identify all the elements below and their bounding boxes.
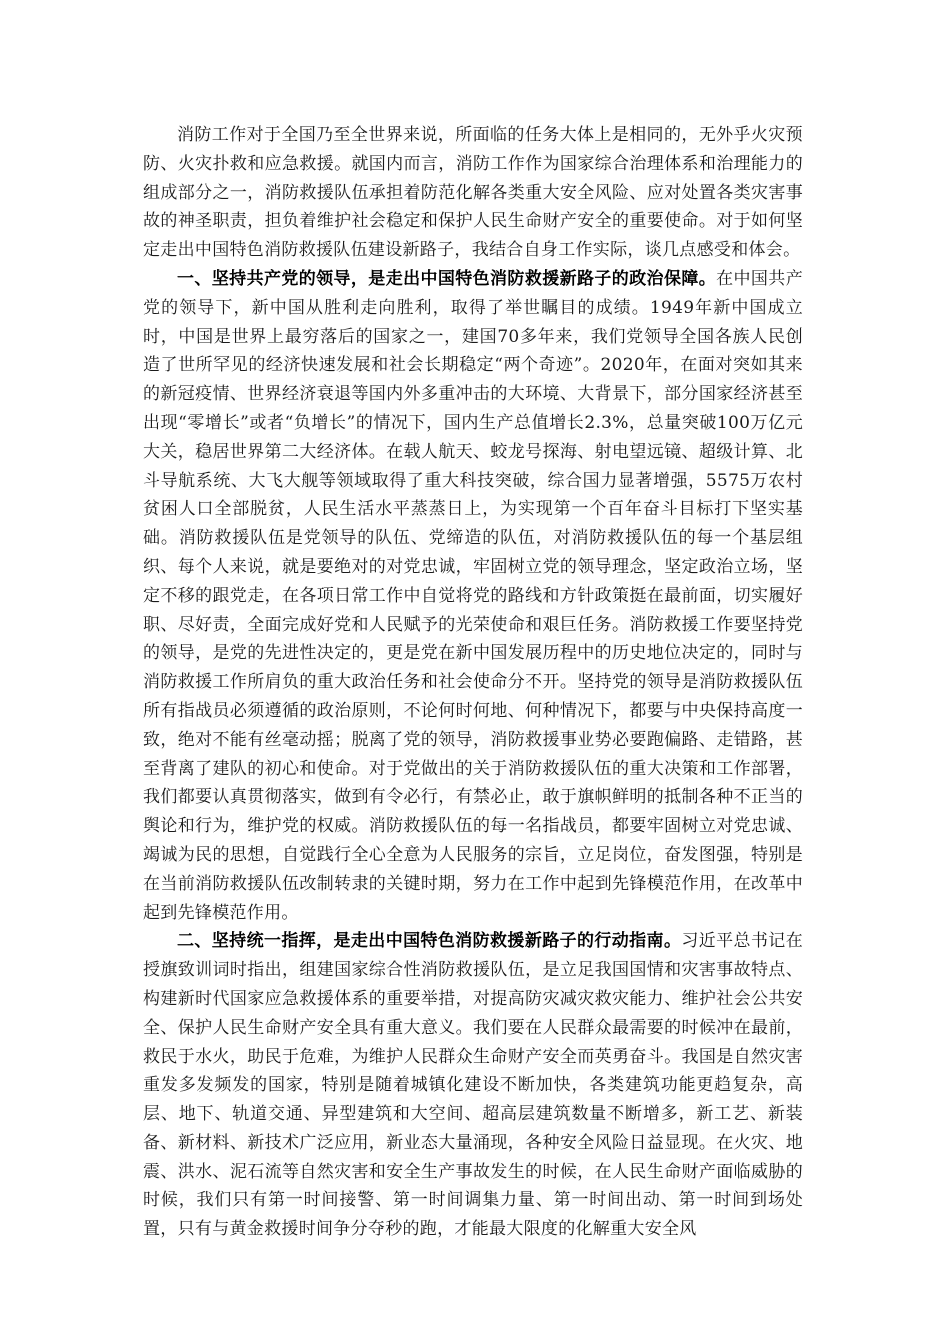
section-two-paragraph	[143, 927, 803, 1244]
section-one-heading: 一、坚持共产党的领导，是走出中国特色消防救援新路子的政治保障。	[177, 268, 717, 289]
section-two-heading: 二、坚持统一指挥，是走出中国特色消防救援新路子的行动指南。	[177, 931, 682, 952]
intro-paragraph	[143, 121, 803, 265]
section-one-paragraph	[143, 265, 803, 927]
section-one-text: 在中国共产党的领导下，新中国从胜利走向胜利，取得了举世瞩目的成绩。1949年新中国成立时，中国是世界上最穷落后的国家之一，建国70多年来，我们党领导全国各族人民创造了世所罕见的经济快速发展和社会长期稳定“两个奇迹”。2020年，在面对突如其来的新冠疫情、世界经济衰退等国内外多重冲击的大环境、大背景下，部分国家经济甚至出现“零增长”或者“负增长”的情况下，国内生产总值增长2.3%，总量突破100万亿元大关，稳居世界第二大经济体。在载人航天、蛟龙号探海、射电望远镜、超级计算、北斗导航系统、大飞大舰等领域取得了重大科技突破，综合国力显著增强，5575万农村贫困人口全部脱贫，人民生活水平蒸蒸日上，为实现第一个百年奋斗目标打下坚实基础。消防救援队伍是党领导的队伍、党缔造的队伍，对消防救援队伍的每一个基层组织、每个人来说，就是要绝对的对党忠诚，牢固树立党的领导理念，坚定政治立场，坚定不移的跟党走，在各项日常工作中自觉将党的路线和方针政策挺在最前面，切实履好职、尽好责，全面完成好党和人民赋予的光荣使命和艰巨任务。消防救援工作要坚持党的领导，是党的先进性决定的，更是党在新中国发展历程中的历史地位决定的，同时与消防救援工作所肩负的重大政治任务和社会使命分不开。坚持党的领导是消防救援队伍所有指战员必须遵循的政治原则，不论何时何地、何种情况下，都要与中央保持高度一致，绝对不能有丝毫动摇；脱离了党的领导，消防救援事业势必要跑偏路、走错路，甚至背离了建队的初心和使命。对于党做出的关于消防救援队伍的重大决策和工作部署，我们都要认真贯彻落实，做到有令必行，有禁必止，敢于旗帜鲜明的抵制各种不正当的舆论和行为，维护党的权威。消防救援队伍的每一名指战员，都要牢固树立对党忠诚、竭诚为民的思想，自觉践行全心全意为人民服务的宗旨，立足岗位，奋发图强，特别是在当前消防救援队伍改制转隶的关键时期，努力在工作中起到先锋模范作用，在改革中起到先锋模范作用。	[143, 268, 803, 923]
section-two-text: 习近平总书记在授旗致训词时指出，组建国家综合性消防救援队伍，是立足我国国情和灾害事故特点、构建新时代国家应急救援体系的重要举措，对提高防灾减灾救灾能力、维护社会公共安全、保护人民生命财产安全具有重大意义。我们要在人民群众最需要的时候冲在最前，救民于水火，助民于危难，为维护人民群众生命财产安全而英勇奋斗。我国是自然灾害重发多发频发的国家，特别是随着城镇化建设不断加快，各类建筑功能更趋复杂，高层、地下、轨道交通、异型建筑和大空间、超高层建筑数量不断增多，新工艺、新装备、新材料、新技术广泛应用，新业态大量涌现，各种安全风险日益显现。在火灾、地震、洪水、泥石流等自然灾害和安全生产事故发生的时候，在人民生命财产面临威胁的时候，我们只有第一时间接警、第一时间调集力量、第一时间出动、第一时间到场处置，只有与黄金救援时间争分夺秒的跑，才能最大限度的化解重大安全风	[143, 931, 803, 1240]
paragraph-text: 消防工作对于全国乃至全世界来说，所面临的任务大体上是相同的，无外乎火灾预防、火灾扑救和应急救援。就国内而言，消防工作作为国家综合治理体系和治理能力的组成部分之一，消防救援队伍承担着防范化解各类重大安全风险、应对处置各类灾害事故的神圣职责，担负着维护社会稳定和保护人民生命财产安全的重要使命。对于如何坚定走出中国特色消防救援队伍建设新路子，我结合自身工作实际，谈几点感受和体会。	[143, 125, 803, 261]
document-body	[143, 121, 803, 1244]
